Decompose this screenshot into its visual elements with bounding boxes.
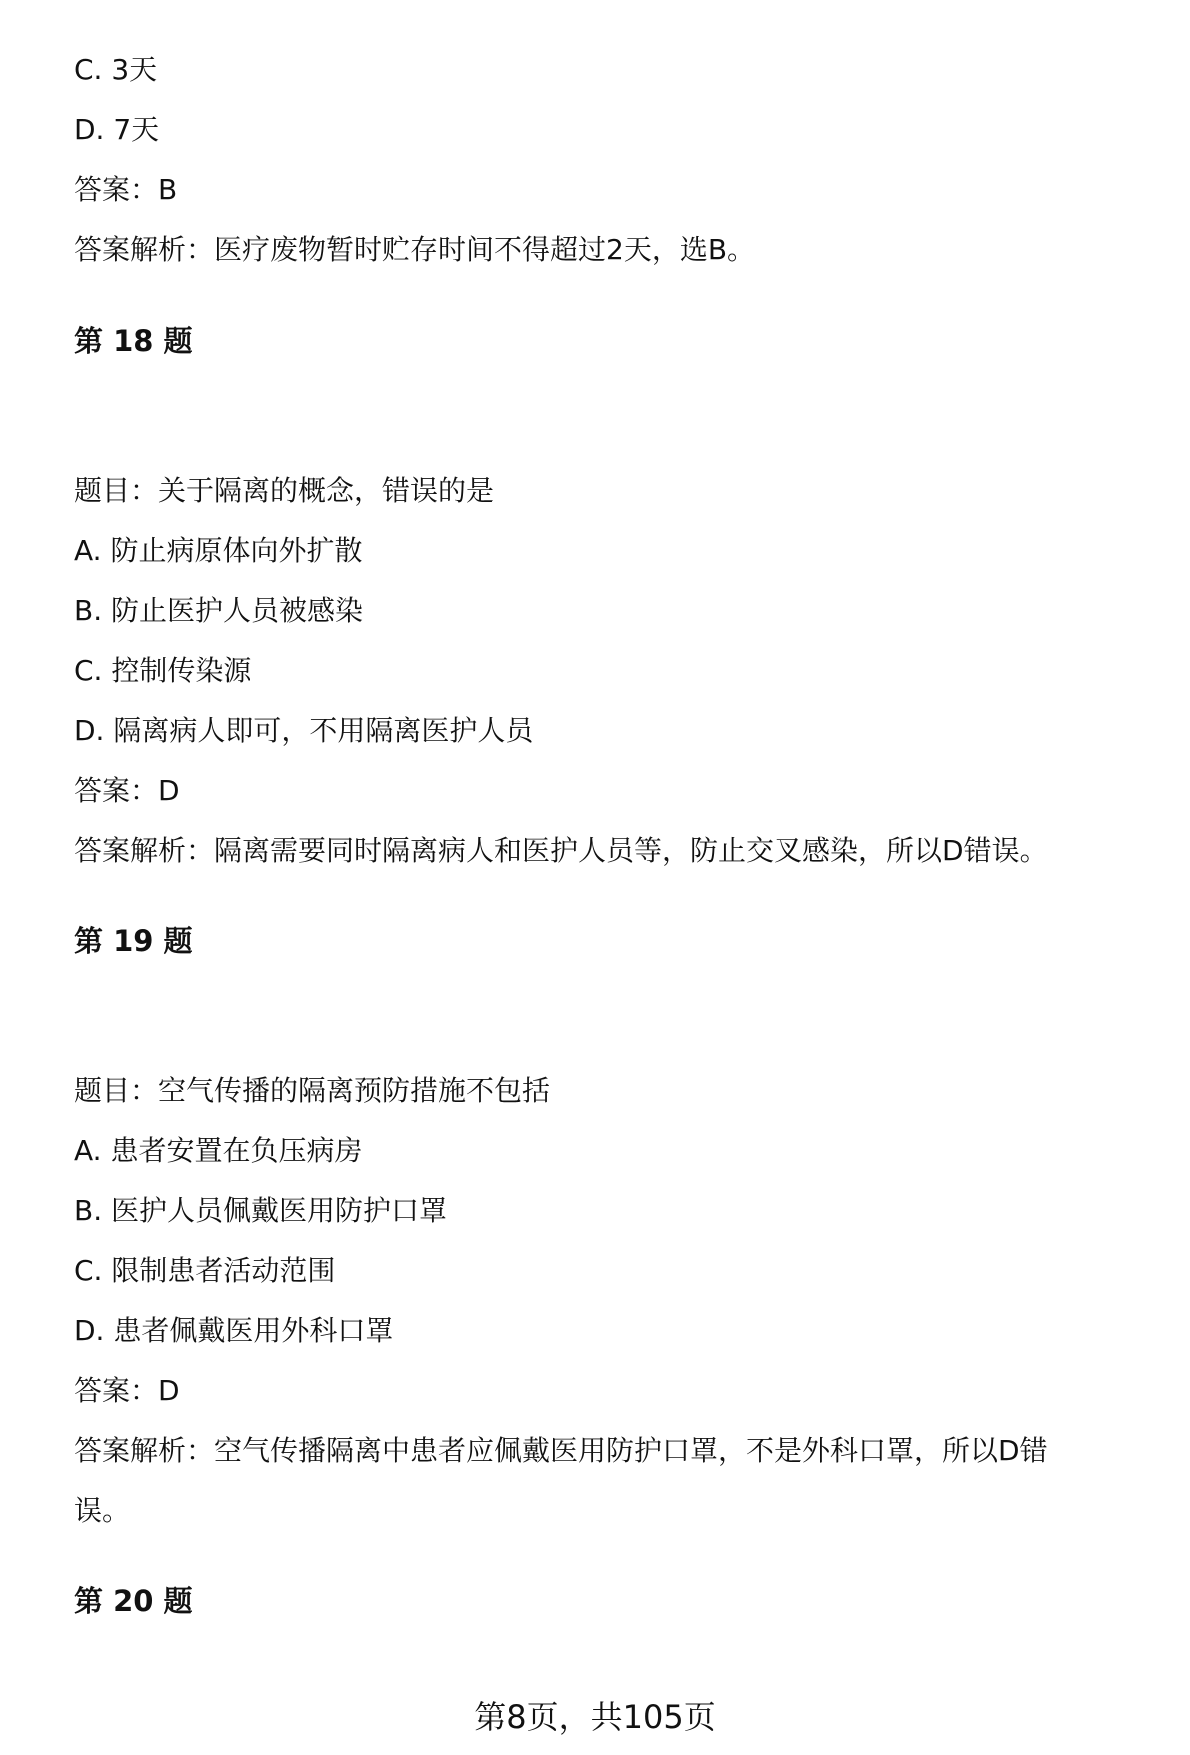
q19-analysis-line2: 误。 (74, 1494, 131, 1527)
q18-option-b: B. 防止医护人员被感染 (74, 594, 364, 627)
q17-option-c: C. 3天 (74, 53, 158, 86)
q17-answer: 答案：B (74, 173, 178, 206)
q19-option-b: B. 医护人员佩戴医用防护口罩 (74, 1194, 448, 1227)
q19-question: 题目：空气传播的隔离预防措施不包括 (74, 1074, 551, 1107)
q18-option-c: C. 控制传染源 (74, 654, 252, 687)
q18-option-d: D. 隔离病人即可，不用隔离医护人员 (74, 714, 534, 747)
q19-option-a: A. 患者安置在负压病房 (74, 1134, 363, 1167)
q19-option-c: C. 限制患者活动范围 (74, 1254, 336, 1287)
q20-heading: 第 20 题 (74, 1584, 193, 1618)
page-number-footer: 第8页，共105页 (474, 1698, 716, 1736)
q18-option-a: A. 防止病原体向外扩散 (74, 534, 363, 567)
q19-answer: 答案：D (74, 1374, 180, 1407)
q19-heading: 第 19 题 (74, 924, 193, 958)
q18-analysis: 答案解析：隔离需要同时隔离病人和医护人员等，防止交叉感染，所以D错误。 (74, 834, 1048, 867)
q18-question: 题目：关于隔离的概念，错误的是 (74, 474, 495, 507)
q18-answer: 答案：D (74, 774, 180, 807)
q17-analysis: 答案解析：医疗废物暂时贮存时间不得超过2天，选B。 (74, 233, 756, 266)
q17-option-d: D. 7天 (74, 113, 160, 146)
q19-option-d: D. 患者佩戴医用外科口罩 (74, 1314, 394, 1347)
q18-heading: 第 18 题 (74, 324, 193, 358)
q19-analysis-line1: 答案解析：空气传播隔离中患者应佩戴医用防护口罩，不是外科口罩，所以D错 (74, 1434, 1048, 1467)
